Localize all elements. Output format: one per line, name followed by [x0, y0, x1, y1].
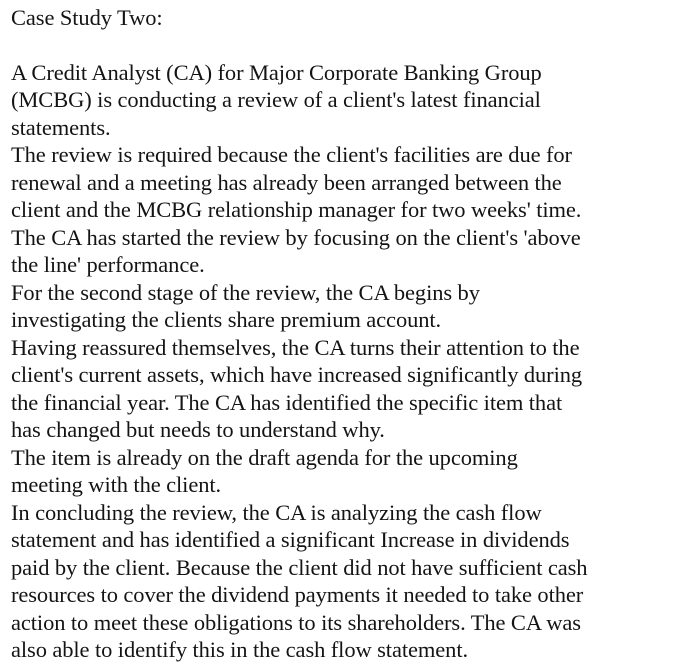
case-study-document — [11, 4, 691, 664]
body-line: A Credit Analyst (CA) for Major Corporate Banking Group — [11, 59, 542, 85]
body-line: also able to identify this in the cash flow statement. — [11, 637, 468, 662]
body-line: client's current assets, which have increased significantly during — [11, 362, 583, 387]
body-line: The item is already on the draft agenda for the upcoming — [11, 444, 518, 470]
body-line: meeting with the client. — [11, 472, 222, 497]
body-line: statement and has identified a significant Increase in dividends — [11, 527, 570, 552]
body-line: renewal and a meeting has already been arranged between the — [11, 169, 562, 195]
body-line: investigating the clients share premium account. — [11, 307, 442, 332]
body-line: client and the MCBG relationship manager for two weeks' time. — [11, 197, 582, 222]
body-line: Having reassured themselves, the CA turns their attention to the — [11, 334, 580, 360]
body-line: (MCBG) is conducting a review of a client's latest financial — [11, 87, 541, 112]
body-line: The review is required because the client's facilities are due for — [11, 142, 572, 167]
body-line: the line' performance. — [11, 252, 205, 277]
body-line: In concluding the review, the CA is analyzing the cash flow — [11, 499, 542, 525]
body-line: For the second stage of the review, the CA begins by — [11, 279, 480, 305]
body-line: has changed but needs to understand why. — [11, 417, 385, 442]
case-study-title: Case Study Two: — [11, 5, 163, 30]
body-line: paid by the client. Because the client did not have sufficient cash — [11, 554, 588, 580]
body-line: the financial year. The CA has identified the specific item that — [11, 389, 563, 415]
body-line: statements. — [11, 114, 111, 140]
body-line: action to meet these obligations to its shareholders. The CA was — [11, 609, 581, 635]
body-line: The CA has started the review by focusing on the client's 'above — [11, 224, 581, 250]
case-study-body — [11, 59, 691, 664]
body-line: resources to cover the dividend payments it needed to take other — [11, 582, 584, 607]
